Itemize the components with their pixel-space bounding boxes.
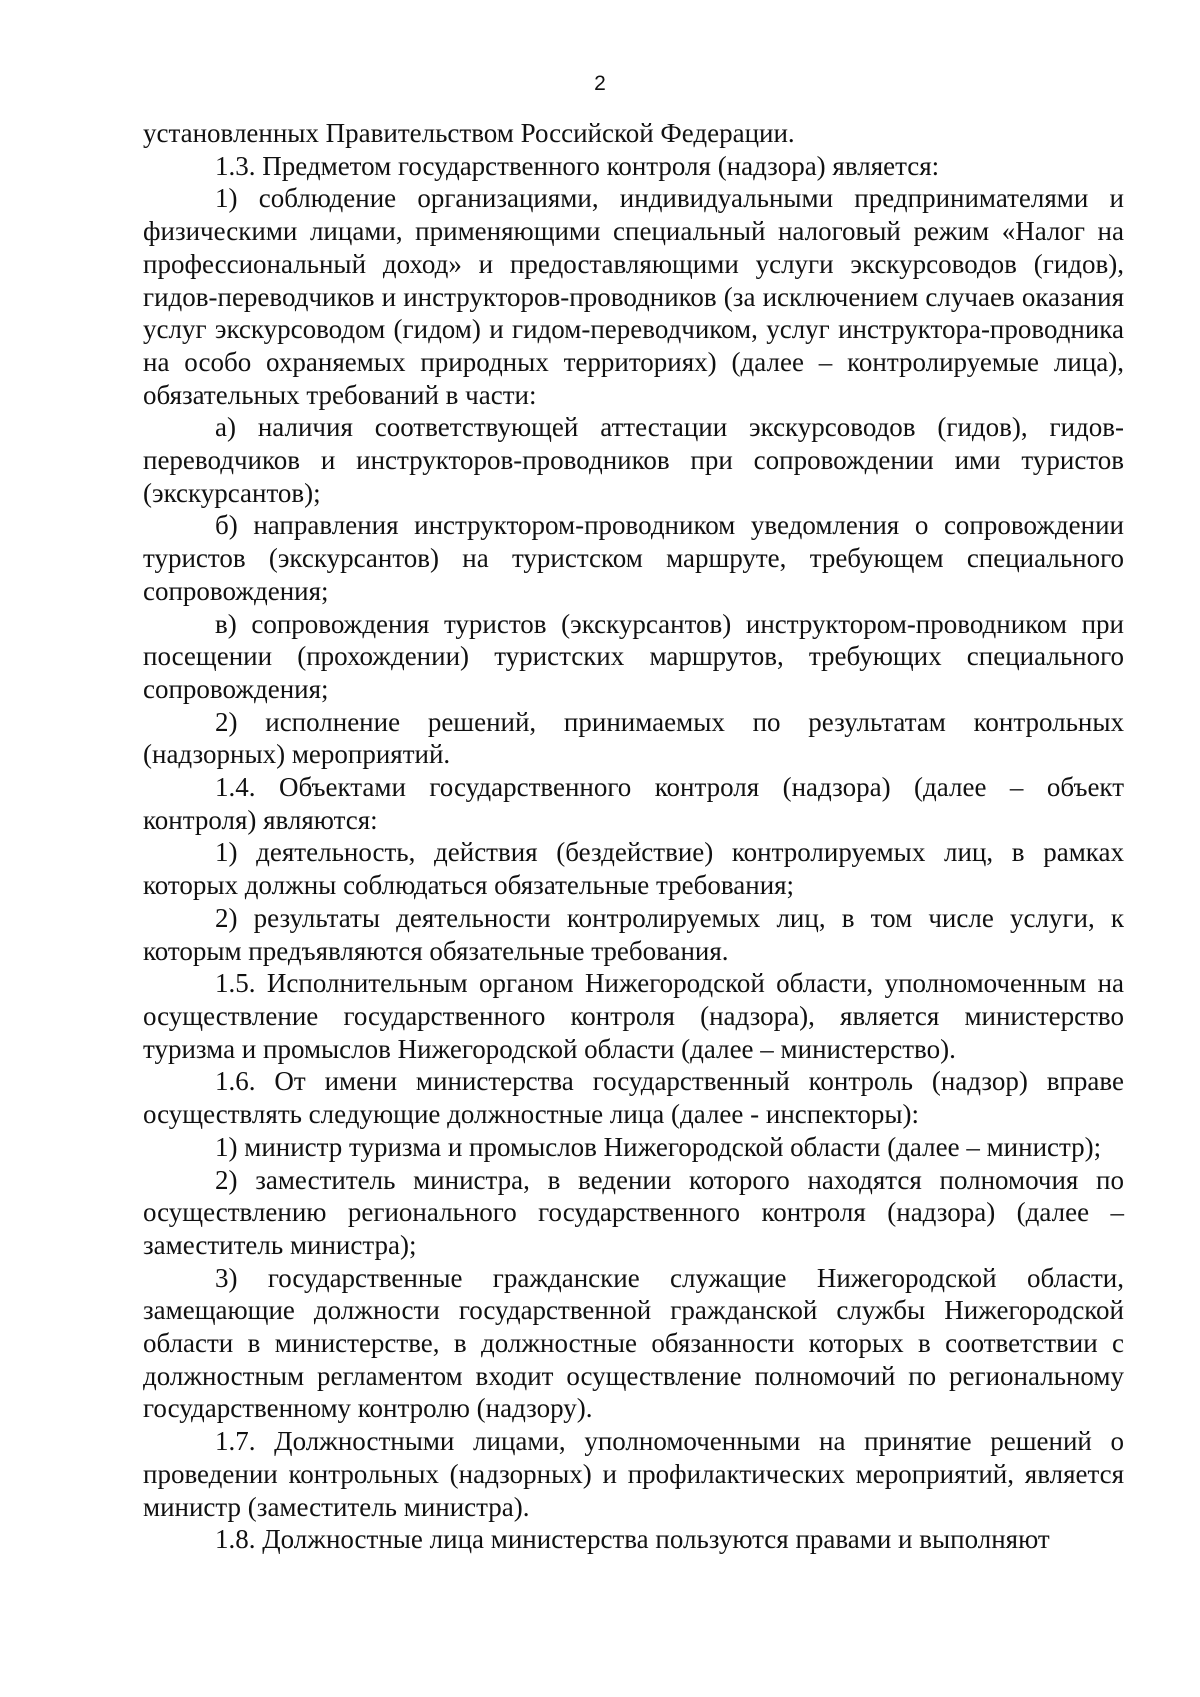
paragraph-continuation: установленных Правительством Российской Федерации. [143,118,795,148]
paragraph-1-4-item-2: 2) результаты деятельности контролируемых лиц, в том числе услуги, к которым предъявляются обязательные требования. [143,902,1124,966]
paragraph-1-6-item-1: 1) министр туризма и промыслов Нижегородской области (далее – министр); [215,1131,1102,1162]
paragraph-1-3-item-2: 2) исполнение решений, принимаемых по результатам контрольных (надзорных) мероприятий. [143,706,1124,770]
paragraph-1-4: 1.4. Объектами государственного контроля (надзора) (далее – объект контроля) являются: [143,772,1124,835]
paragraph-1-6-item-3: 3) государственные гражданские служащие Нижегородской области, замещающие должности государственной гражданской службы Нижегородской области в министерстве, в должностные обязанности которых в соответствии с должностным регламентом входит осуществление полномочий по региональному государственному контролю (надзору). [143,1262,1124,1424]
paragraph-1-3-item-1: 1) соблюдение организациями, индивидуальными предпринимателями и физическими лицами, применяющими специальный налоговый режим «Налог на профессиональный доход» и предоставляющими услуги экскурсоводов (гидов), гидов-переводчиков и инструкторов-проводников (за исключением случаев оказания услуг экскурсоводом (гидом) и гидом-переводчиком, услуг инструктора-проводника на особо охраняемых природных территориях) (далее – контролируемые лица), обязательных требований в части: [143,183,1124,410]
page-number: 2 [594,72,606,95]
paragraph-1-7: 1.7. Должностными лицами, уполномоченными на принятие решений о проведении контрольных (надзорных) и профилактических мероприятий, является министр (заместитель министра). [143,1426,1124,1522]
paragraph-1-3: 1.3. Предметом государственного контроля (надзора) является: [215,150,940,181]
paragraph-1-3-item-b: б) направления инструктором-проводником уведомления о сопровождении туристов (экскурсантов) на туристском маршруте, требующем специального сопровождения; [143,510,1124,606]
paragraph-1-4-item-1: 1) деятельность, действия (бездействие) контролируемых лиц, в рамках которых должны соблюдаться обязательные требования; [143,837,1124,901]
paragraph-1-6-item-2: 2) заместитель министра, в ведении которого находятся полномочия по осуществлению регионального государственного контроля (надзора) (далее – заместитель министра); [143,1164,1124,1260]
paragraph-1-8: 1.8. Должностные лица министерства пользуются правами и выполняют [215,1524,1050,1555]
paragraph-1-3-item-v: в) сопровождения туристов (экскурсантов) инструктором-проводником при посещении (прохождении) туристских маршрутов, требующих специального сопровождения; [143,608,1124,704]
document-body [143,117,1124,1556]
paragraph-1-5: 1.5. Исполнительным органом Нижегородской области, уполномоченным на осуществление государственного контроля (надзора), является министерство туризма и промыслов Нижегородской области (далее – министерство). [143,968,1124,1064]
paragraph-1-6: 1.6. От имени министерства государственный контроль (надзор) вправе осуществлять следующие должностные лица (далее - инспекторы): [143,1066,1124,1130]
paragraph-1-3-item-a: а) наличия соответствующей аттестации экскурсоводов (гидов), гидов-переводчиков и инструкторов-проводников при сопровождении ими туристов (экскурсантов); [143,412,1124,508]
